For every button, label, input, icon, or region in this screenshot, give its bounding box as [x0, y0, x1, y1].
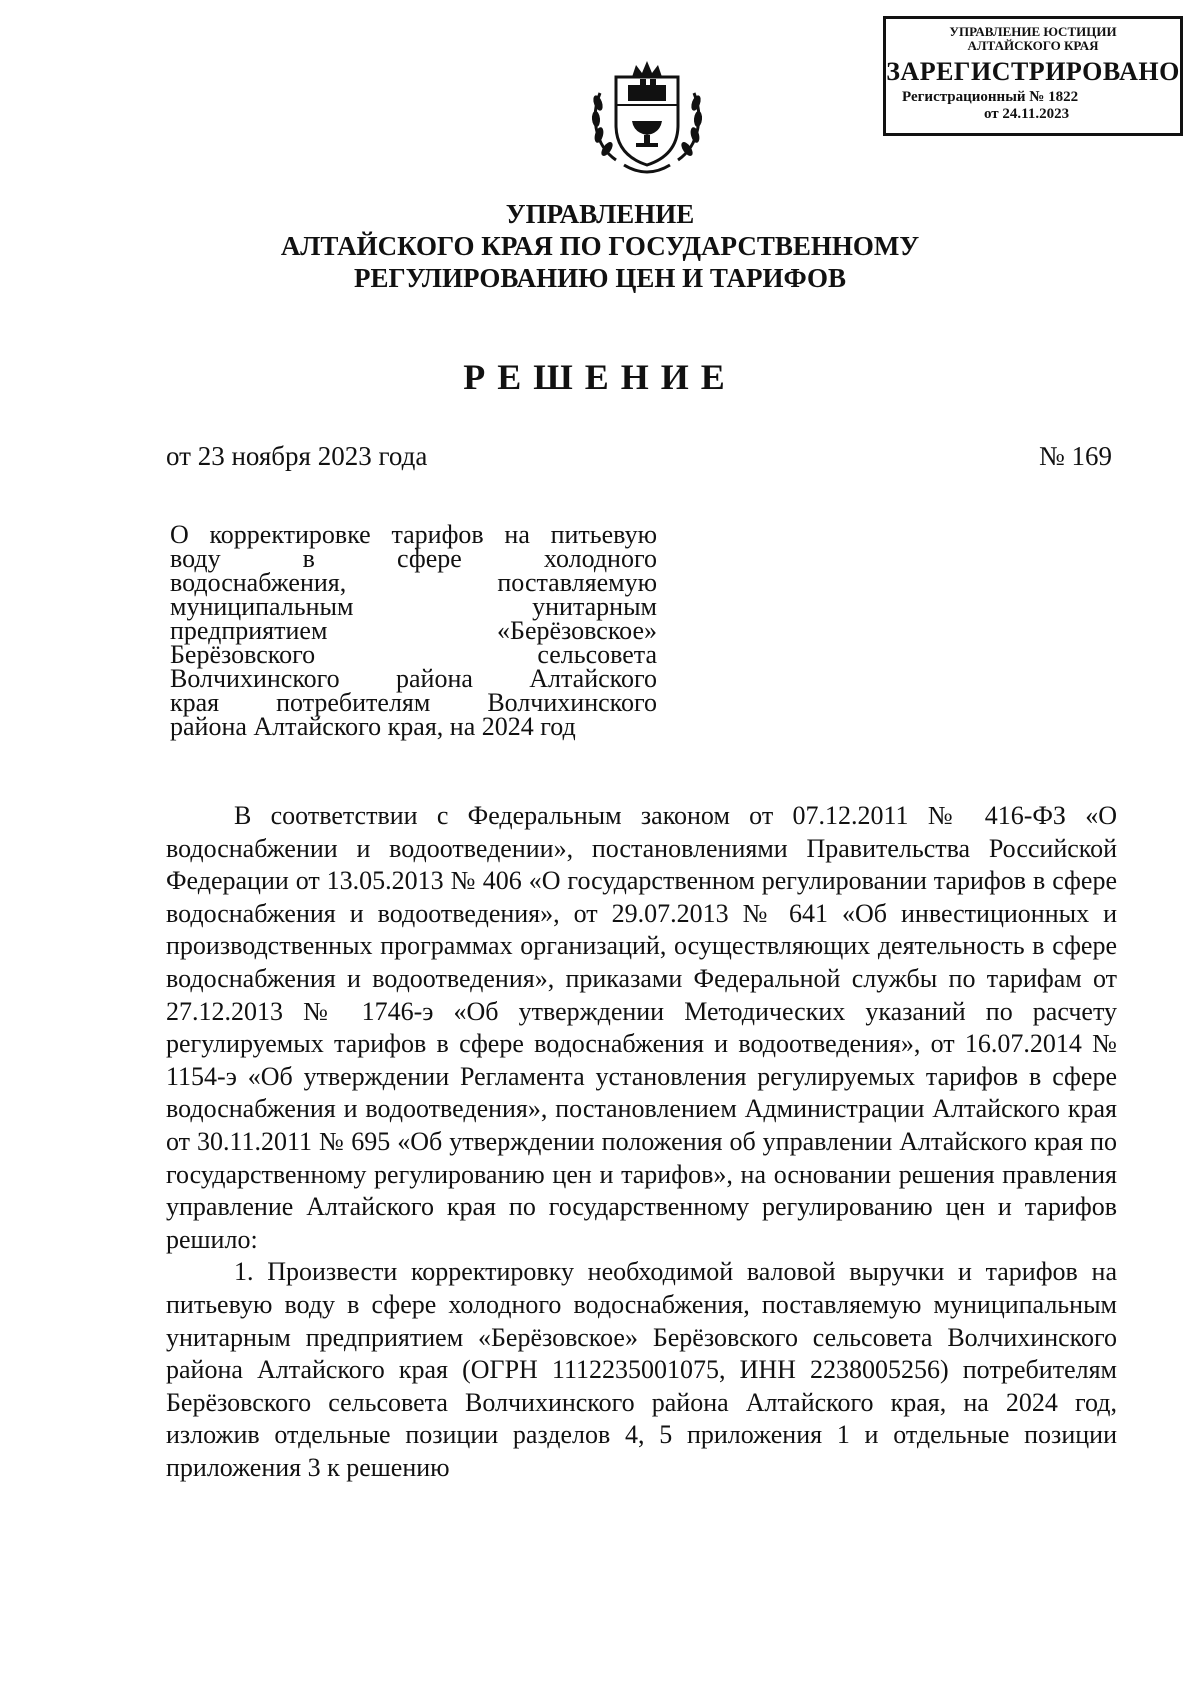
document-date: от 23 ноября 2023 года	[166, 441, 428, 471]
document-body	[166, 800, 1117, 1484]
org-line2: АЛТАЙСКОГО КРАЯ ПО ГОСУДАРСТВЕННОМУ	[280, 231, 920, 261]
subject-line: предприятием «Берёзовское»	[170, 616, 657, 645]
org-line3: РЕГУЛИРОВАНИЮ ЦЕН И ТАРИФОВ	[353, 263, 847, 293]
stamp-org-line1: УПРАВЛЕНИЕ ЮСТИЦИИ	[949, 24, 1117, 39]
stamp-org-line2: АЛТАЙСКОГО КРАЯ	[967, 38, 1099, 53]
subject-line: Волчихинского района Алтайского	[170, 664, 657, 693]
subject-line: района Алтайского края, на 2024 год	[170, 712, 576, 741]
clause-1-paragraph: 1. Произвести корректировку необходимой валовой выручки и тарифов на питьевую воду в сфере холодного водоснабжения, поставляемую муниципальным унитарным предприятием «Берёзовское» Берёзовского сельсовета Волчихинского района Алтайского края (ОГРН 1112235001075, ИНН 2238005256) потребителям Берёзовского сельсовета Волчихинского района Алтайского края, на 2024 год, изложив отдельные позиции разделов 4, 5 приложения 1 и отдельные позиции приложения 3 к решению	[166, 1257, 1117, 1482]
subject-line: Берёзовского сельсовета	[170, 640, 657, 669]
stamp-reg-date: от 24.11.2023	[984, 106, 1070, 122]
stamp-reg-number: Регистрационный № 1822	[902, 89, 1079, 105]
subject-line: края потребителям Волчихинского	[170, 688, 657, 717]
subject-line: водоснабжения, поставляемую	[170, 568, 657, 597]
document-subject	[170, 520, 657, 741]
document-number: № 169	[1038, 441, 1112, 471]
stamp-title: ЗАРЕГИСТРИРОВАНО	[886, 57, 1180, 86]
subject-line: муниципальным унитарным	[170, 592, 657, 621]
coat-of-arms-icon	[586, 55, 708, 185]
subject-line: О корректировке тарифов на питьевую	[170, 520, 657, 549]
document-type: РЕШЕНИЕ	[463, 357, 737, 397]
subject-line: воду в сфере холодного	[170, 544, 657, 573]
preamble-paragraph: В соответствии с Федеральным законом от 07.12.2011 № 416-ФЗ «О водоснабжении и водоотведении», постановлениями Правительства Российской Федерации от 13.05.2013 № 406 «О государственном регулировании тарифов в сфере водоснабжения и водоотведения», от 29.07.2013 № 641 «Об инвестиционных и производственных программах организаций, осуществляющих деятельность в сфере водоснабжения и водоотведения», приказами Федеральной службы по тарифам от 27.12.2013 № 1746-э «Об утверждении Методических указаний по расчету регулируемых тарифов в сфере водоснабжения и водоотведения», от 16.07.2014 № 1154-э «Об утверждении Регламента установления регулируемых тарифов в сфере водоснабжения и водоотведения», постановлением Администрации Алтайского края от 30.11.2011 № 695 «Об утверждении положения об управлении Алтайского края по государственному регулированию цен и тарифов», на основании решения правления управление Алтайского края по государственному регулированию цен и тарифов решило:	[166, 801, 1117, 1254]
registration-stamp	[883, 16, 1183, 136]
org-line1: УПРАВЛЕНИЕ	[505, 199, 695, 229]
stamp-org	[886, 25, 1180, 53]
organization-name	[0, 198, 1200, 294]
